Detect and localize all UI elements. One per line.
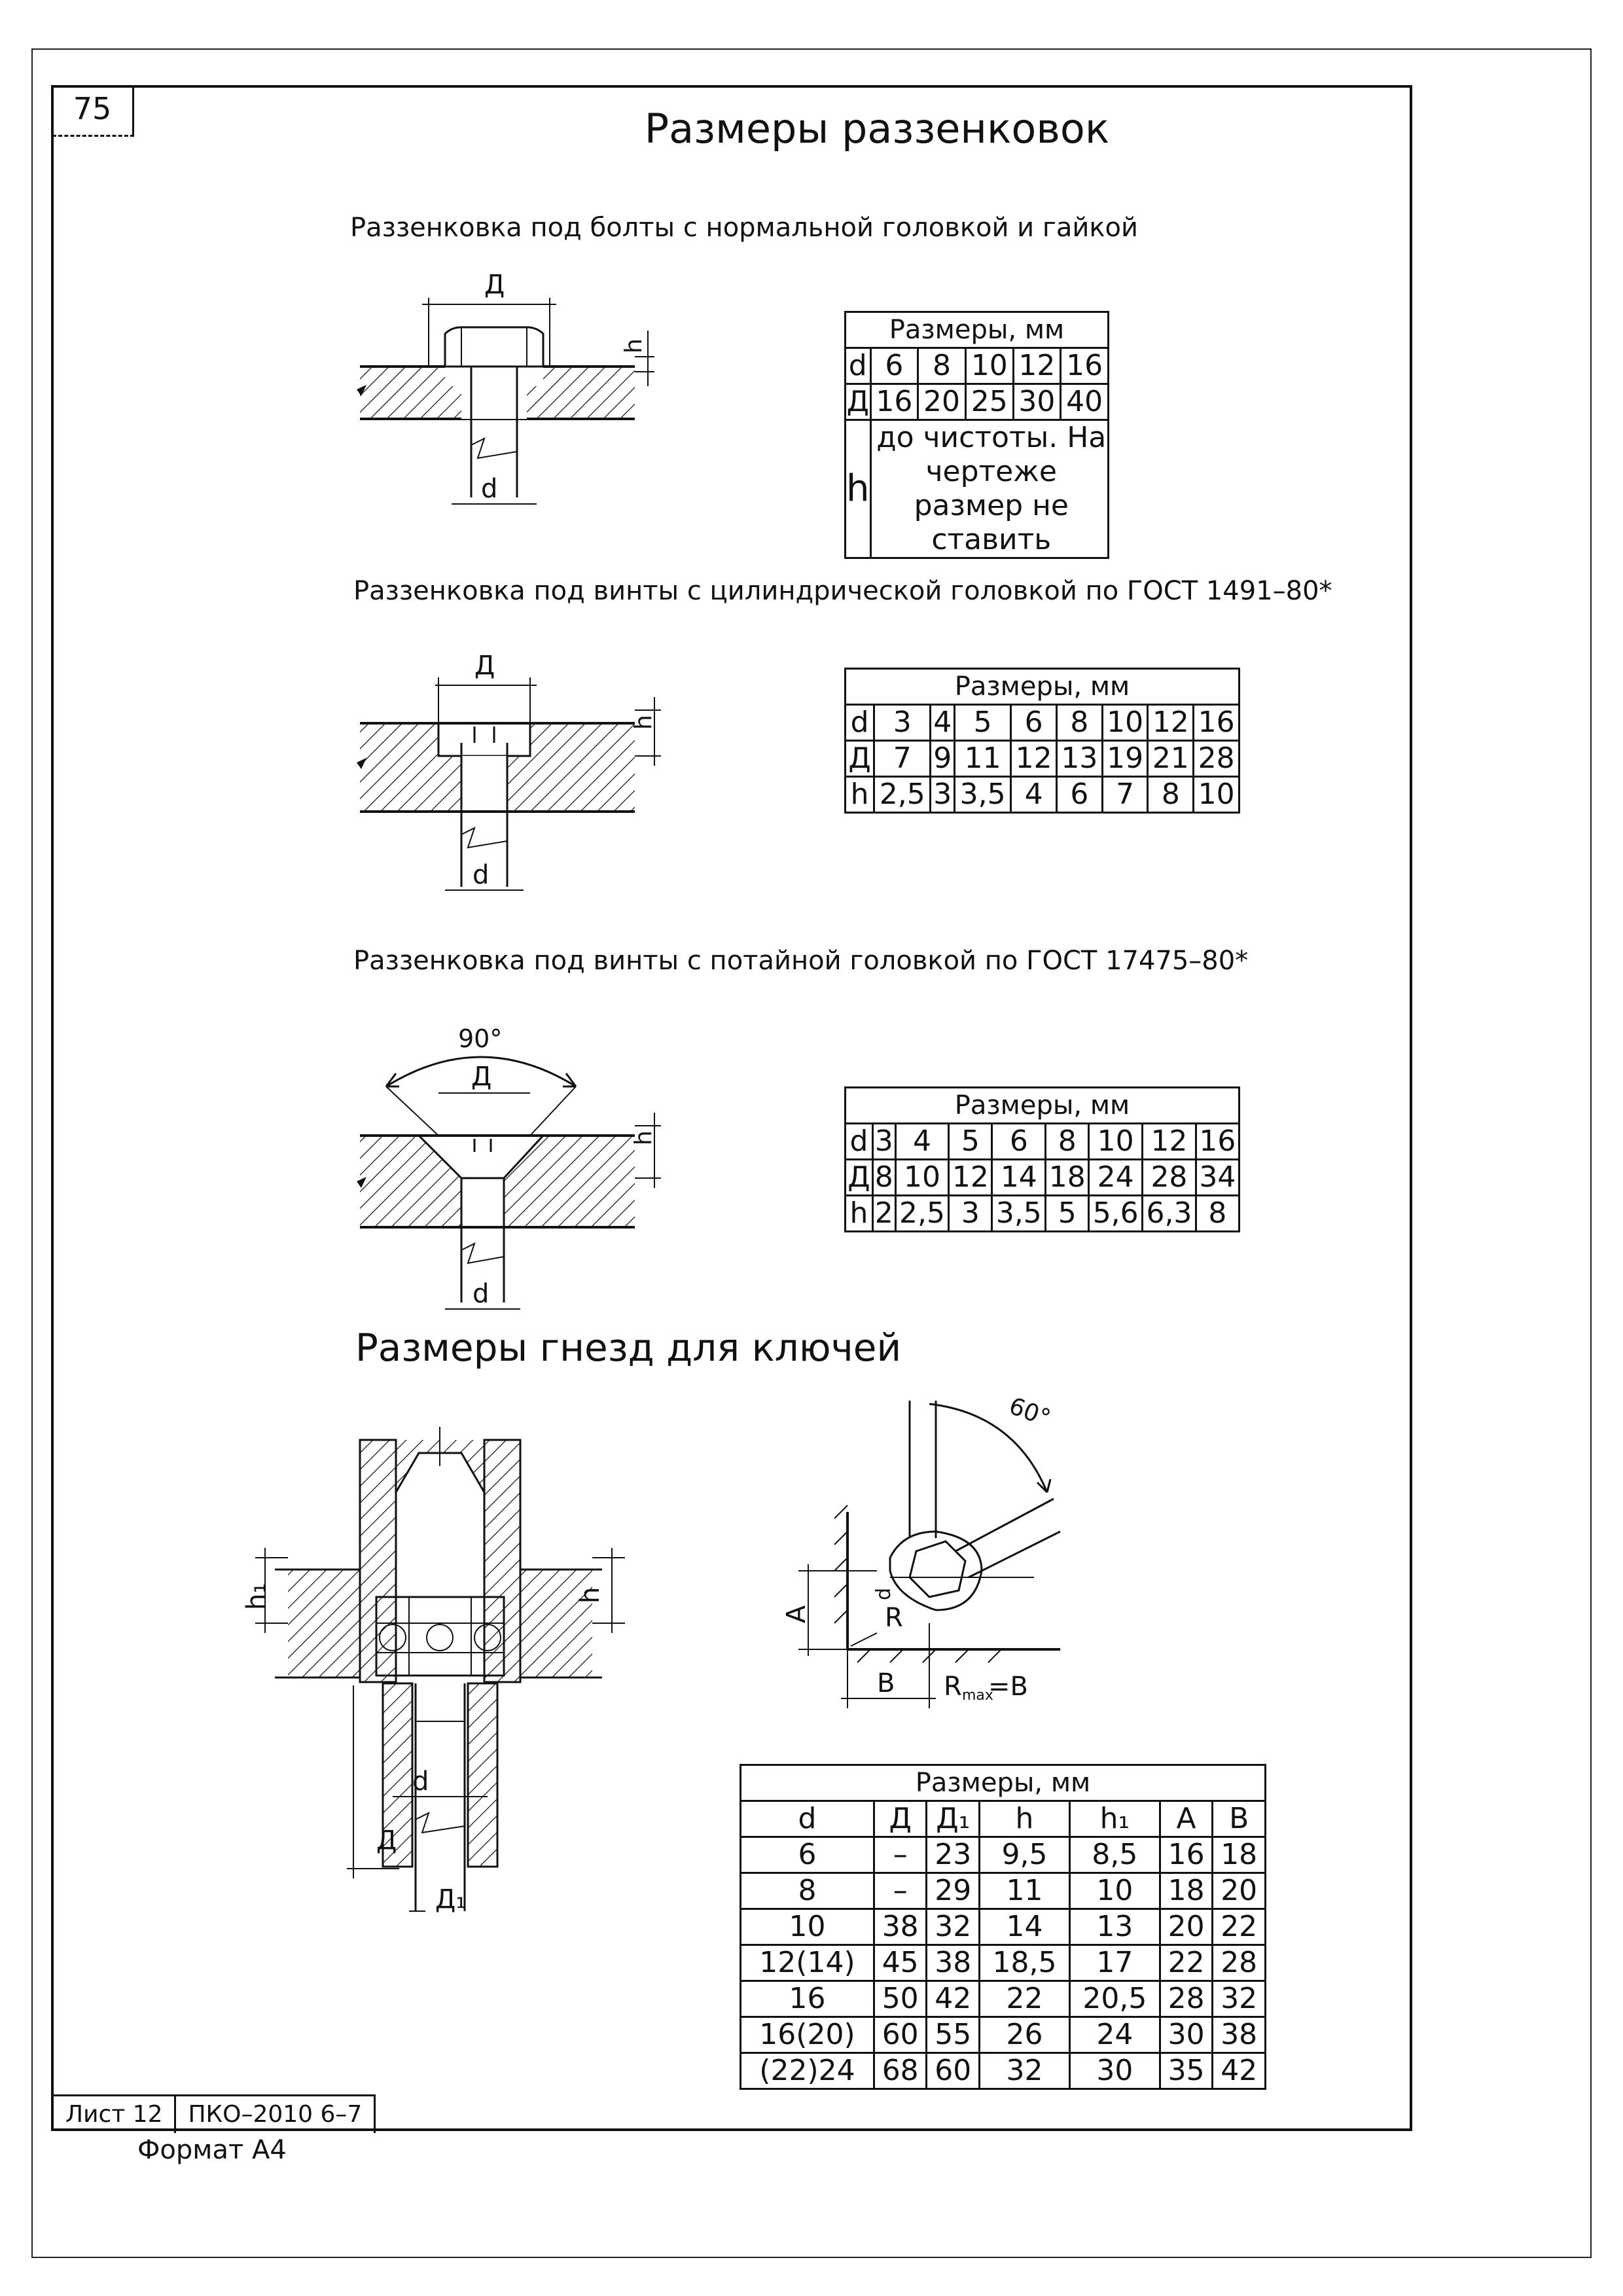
table-cell: h bbox=[846, 777, 874, 813]
section2-table-title: Размеры, мм bbox=[846, 669, 1240, 705]
table-cell: 12 bbox=[1143, 1124, 1196, 1160]
column-header: B bbox=[1213, 1801, 1266, 1837]
table-cell: 12 bbox=[1013, 348, 1061, 384]
table-cell: Д bbox=[846, 1160, 873, 1196]
section1-fig-d: d bbox=[481, 474, 498, 504]
table-cell: 22 bbox=[1160, 1945, 1213, 1981]
table-cell: 10 bbox=[965, 348, 1013, 384]
table-row bbox=[846, 705, 1240, 741]
table-cell: Д bbox=[846, 384, 871, 420]
section4-fig-d: d bbox=[412, 1767, 429, 1797]
table-row bbox=[846, 777, 1240, 813]
section2-fig-d: d bbox=[473, 860, 490, 890]
table-cell: 5 bbox=[949, 1124, 992, 1160]
table-cell: 4 bbox=[895, 1124, 949, 1160]
table-row bbox=[846, 384, 1109, 420]
table-cell: 9 bbox=[931, 741, 955, 777]
section2-fig-D: Д bbox=[474, 651, 495, 681]
table-cell: 23 bbox=[927, 1837, 980, 1873]
title-block bbox=[54, 2094, 376, 2133]
document-code: ПКО–2010 6–7 bbox=[188, 2101, 363, 2128]
table-cell: 45 bbox=[874, 1945, 927, 1981]
table-row bbox=[846, 420, 1109, 558]
section3-table bbox=[844, 1086, 1240, 1232]
table-cell: d bbox=[846, 705, 874, 741]
table-cell: 8 bbox=[1057, 705, 1103, 741]
section3-fig-d: d bbox=[473, 1279, 490, 1309]
table-cell: 12 bbox=[1148, 705, 1194, 741]
table-cell: 12(14) bbox=[741, 1945, 874, 1981]
table-cell: 13 bbox=[1057, 741, 1103, 777]
section3-fig-D: Д bbox=[471, 1062, 492, 1092]
table-cell: 32 bbox=[1213, 1981, 1266, 2017]
table-row bbox=[741, 1837, 1266, 1873]
table-cell: 3 bbox=[874, 705, 931, 741]
sheet-number: Лист 12 bbox=[54, 2096, 176, 2133]
sheet-right-line bbox=[1590, 48, 1592, 2257]
column-header: h bbox=[980, 1801, 1070, 1837]
section4-table bbox=[740, 1764, 1266, 2090]
table-row bbox=[741, 2053, 1266, 2089]
table-cell: h bbox=[846, 420, 871, 558]
section4-table-title: Размеры, мм bbox=[741, 1765, 1266, 1801]
table-row bbox=[846, 1160, 1240, 1196]
table-cell: 6,3 bbox=[1143, 1196, 1196, 1232]
table-cell: – bbox=[874, 1873, 927, 1909]
table-cell: 12 bbox=[1011, 741, 1057, 777]
table-row bbox=[741, 2017, 1266, 2053]
table-cell: 8 bbox=[918, 348, 966, 384]
column-header: A bbox=[1160, 1801, 1213, 1837]
table-cell: 6 bbox=[1011, 705, 1057, 741]
table-cell: 16 bbox=[1194, 705, 1240, 741]
sheet-left-line bbox=[31, 48, 33, 2257]
table-cell: 12 bbox=[949, 1160, 992, 1196]
section1-caption: Раззенковка под болты с нормальной головкой и гайкой bbox=[350, 213, 1139, 243]
section4-fig-Rmax: R bbox=[944, 1672, 962, 1702]
table-cell: 14 bbox=[980, 1909, 1070, 1945]
table-cell: 20,5 bbox=[1069, 1981, 1160, 2017]
table-cell: 30 bbox=[1069, 2053, 1160, 2089]
table-cell: 10 bbox=[1069, 1873, 1160, 1909]
table-cell: 28 bbox=[1213, 1945, 1266, 1981]
table-cell: 2 bbox=[872, 1196, 895, 1232]
table-cell: 10 bbox=[741, 1909, 874, 1945]
table-cell: 4 bbox=[1011, 777, 1057, 813]
table-cell: 10 bbox=[1102, 705, 1148, 741]
table-cell: 8 bbox=[1046, 1124, 1089, 1160]
table-cell: 20 bbox=[918, 384, 966, 420]
section3-figure bbox=[347, 1021, 674, 1316]
table-cell: 5 bbox=[1046, 1196, 1089, 1232]
table-cell: 55 bbox=[927, 2017, 980, 2053]
table-cell: 38 bbox=[927, 1945, 980, 1981]
table-cell: 24 bbox=[1089, 1160, 1143, 1196]
table-cell: 4 bbox=[931, 705, 955, 741]
table-cell: 16 bbox=[1061, 348, 1109, 384]
table-cell: 16 bbox=[1196, 1124, 1239, 1160]
section4-fig-angle: 60° bbox=[1005, 1392, 1054, 1433]
table-row bbox=[846, 348, 1109, 384]
section4-fig-D: Д bbox=[376, 1825, 397, 1856]
table-cell: 25 bbox=[965, 384, 1013, 420]
table-cell: 16 bbox=[870, 384, 918, 420]
table-cell: 30 bbox=[1013, 384, 1061, 420]
table-cell: 3 bbox=[931, 777, 955, 813]
table-cell: 2,5 bbox=[895, 1196, 949, 1232]
table-cell: 16 bbox=[741, 1981, 874, 2017]
table-cell: 24 bbox=[1069, 2017, 1160, 2053]
table-cell: 6 bbox=[870, 348, 918, 384]
table-cell: 3,5 bbox=[992, 1196, 1046, 1232]
keys-title: Размеры гнезд для ключей bbox=[355, 1325, 902, 1370]
section3-table-title: Размеры, мм bbox=[846, 1088, 1240, 1124]
table-cell: 6 bbox=[741, 1837, 874, 1873]
table-cell: Д bbox=[846, 741, 874, 777]
table-cell: – bbox=[874, 1837, 927, 1873]
table-cell: h bbox=[846, 1196, 873, 1232]
table-row bbox=[741, 1909, 1266, 1945]
table-cell: 10 bbox=[895, 1160, 949, 1196]
table-cell: 18 bbox=[1160, 1873, 1213, 1909]
table-cell: 7 bbox=[1102, 777, 1148, 813]
table-cell: 22 bbox=[980, 1981, 1070, 2017]
table-cell: 16 bbox=[1160, 1837, 1213, 1873]
sheet-bottom-line bbox=[31, 2257, 1592, 2258]
table-cell: 21 bbox=[1148, 741, 1194, 777]
section4-fig-d: d bbox=[872, 1587, 895, 1600]
section1-h-note: до чистоты. На чертеже размер не ставить bbox=[870, 420, 1109, 558]
table-cell: 20 bbox=[1213, 1873, 1266, 1909]
section4-fig-h: h bbox=[575, 1587, 605, 1604]
table-cell: 3,5 bbox=[955, 777, 1011, 813]
section2-caption: Раззенковка под винты с цилиндрической головкой по ГОСТ 1491–80* bbox=[353, 576, 1332, 606]
table-cell: 20 bbox=[1160, 1909, 1213, 1945]
section1-fig-h: h bbox=[620, 338, 647, 353]
table-cell: 7 bbox=[874, 741, 931, 777]
table-cell: 38 bbox=[874, 1909, 927, 1945]
table-cell: 42 bbox=[927, 1981, 980, 2017]
table-cell: 16(20) bbox=[741, 2017, 874, 2053]
section4-fig-B: B bbox=[877, 1668, 895, 1698]
table-cell: 6 bbox=[992, 1124, 1046, 1160]
sheet-top-line bbox=[31, 48, 1592, 50]
page-title: Размеры раззенковок bbox=[644, 105, 1110, 152]
table-cell: 68 bbox=[874, 2053, 927, 2089]
section1-figure bbox=[347, 270, 674, 524]
section3-fig-h: h bbox=[630, 1130, 657, 1145]
table-cell: (22)24 bbox=[741, 2053, 874, 2089]
section4-fig-Rmax-eq: =B bbox=[988, 1672, 1028, 1702]
column-header: h₁ bbox=[1069, 1801, 1160, 1837]
table-cell: 32 bbox=[927, 1909, 980, 1945]
section3-fig-angle: 90° bbox=[458, 1024, 503, 1053]
section4-fig-Rmax-sub: max bbox=[962, 1687, 993, 1704]
table-cell: 18 bbox=[1046, 1160, 1089, 1196]
table-cell: 10 bbox=[1089, 1124, 1143, 1160]
table-cell: 60 bbox=[874, 2017, 927, 2053]
paper-format: Формат А4 bbox=[137, 2135, 287, 2165]
table-cell: 8 bbox=[1148, 777, 1194, 813]
section3-caption: Раззенковка под винты с потайной головкой по ГОСТ 17475–80* bbox=[353, 946, 1249, 976]
section4-fig-h1: h₁ bbox=[241, 1583, 272, 1610]
table-cell: 34 bbox=[1196, 1160, 1239, 1196]
table-cell: 22 bbox=[1213, 1909, 1266, 1945]
table-cell: 5,6 bbox=[1089, 1196, 1143, 1232]
table-cell: 28 bbox=[1143, 1160, 1196, 1196]
table-cell: 2,5 bbox=[874, 777, 931, 813]
table-cell: 28 bbox=[1194, 741, 1240, 777]
table-row bbox=[846, 741, 1240, 777]
table-cell: 28 bbox=[1160, 1981, 1213, 2017]
table-cell: 8 bbox=[872, 1160, 895, 1196]
table-cell: 40 bbox=[1061, 384, 1109, 420]
section1-table-title: Размеры, мм bbox=[846, 312, 1109, 348]
table-cell: 50 bbox=[874, 1981, 927, 2017]
table-cell: 18,5 bbox=[980, 1945, 1070, 1981]
table-cell: 29 bbox=[927, 1873, 980, 1909]
table-cell: 60 bbox=[927, 2053, 980, 2089]
section1-table bbox=[844, 311, 1109, 559]
section2-figure bbox=[347, 645, 674, 906]
column-header: Д bbox=[874, 1801, 927, 1837]
table-cell: 3 bbox=[872, 1124, 895, 1160]
table-cell: 17 bbox=[1069, 1945, 1160, 1981]
table-cell: 5 bbox=[955, 705, 1011, 741]
section2-table bbox=[844, 668, 1240, 814]
table-cell: 8 bbox=[741, 1873, 874, 1909]
table-cell: 18 bbox=[1213, 1837, 1266, 1873]
section4-left-figure bbox=[236, 1427, 641, 1931]
table-cell: 8,5 bbox=[1069, 1837, 1160, 1873]
table-cell: 11 bbox=[955, 741, 1011, 777]
column-header: d bbox=[741, 1801, 874, 1837]
section1-fig-D: Д bbox=[484, 270, 505, 300]
table-cell: 26 bbox=[980, 2017, 1070, 2053]
section4-fig-R: R bbox=[885, 1603, 903, 1633]
table-row bbox=[846, 1124, 1240, 1160]
table-header-row bbox=[741, 1801, 1266, 1837]
table-row bbox=[741, 1981, 1266, 2017]
table-row bbox=[741, 1873, 1266, 1909]
table-cell: 35 bbox=[1160, 2053, 1213, 2089]
section2-fig-h: h bbox=[630, 715, 657, 730]
table-row bbox=[846, 1196, 1240, 1232]
table-cell: d bbox=[846, 348, 871, 384]
table-cell: 8 bbox=[1196, 1196, 1239, 1232]
table-cell: 38 bbox=[1213, 2017, 1266, 2053]
table-cell: 9,5 bbox=[980, 1837, 1070, 1873]
table-cell: 6 bbox=[1057, 777, 1103, 813]
table-cell: 14 bbox=[992, 1160, 1046, 1196]
table-cell: 3 bbox=[949, 1196, 992, 1232]
section4-right-figure bbox=[772, 1374, 1139, 1741]
table-cell: 13 bbox=[1069, 1909, 1160, 1945]
table-cell: 19 bbox=[1102, 741, 1148, 777]
section4-fig-D1: Д₁ bbox=[435, 1884, 467, 1914]
table-row bbox=[741, 1945, 1266, 1981]
table-cell: 42 bbox=[1213, 2053, 1266, 2089]
section4-fig-A: A bbox=[781, 1605, 812, 1623]
table-cell: 11 bbox=[980, 1873, 1070, 1909]
page-number: 75 bbox=[52, 85, 134, 137]
table-cell: 32 bbox=[980, 2053, 1070, 2089]
table-cell: 10 bbox=[1194, 777, 1240, 813]
column-header: Д₁ bbox=[927, 1801, 980, 1837]
table-cell: 30 bbox=[1160, 2017, 1213, 2053]
table-cell: d bbox=[846, 1124, 873, 1160]
